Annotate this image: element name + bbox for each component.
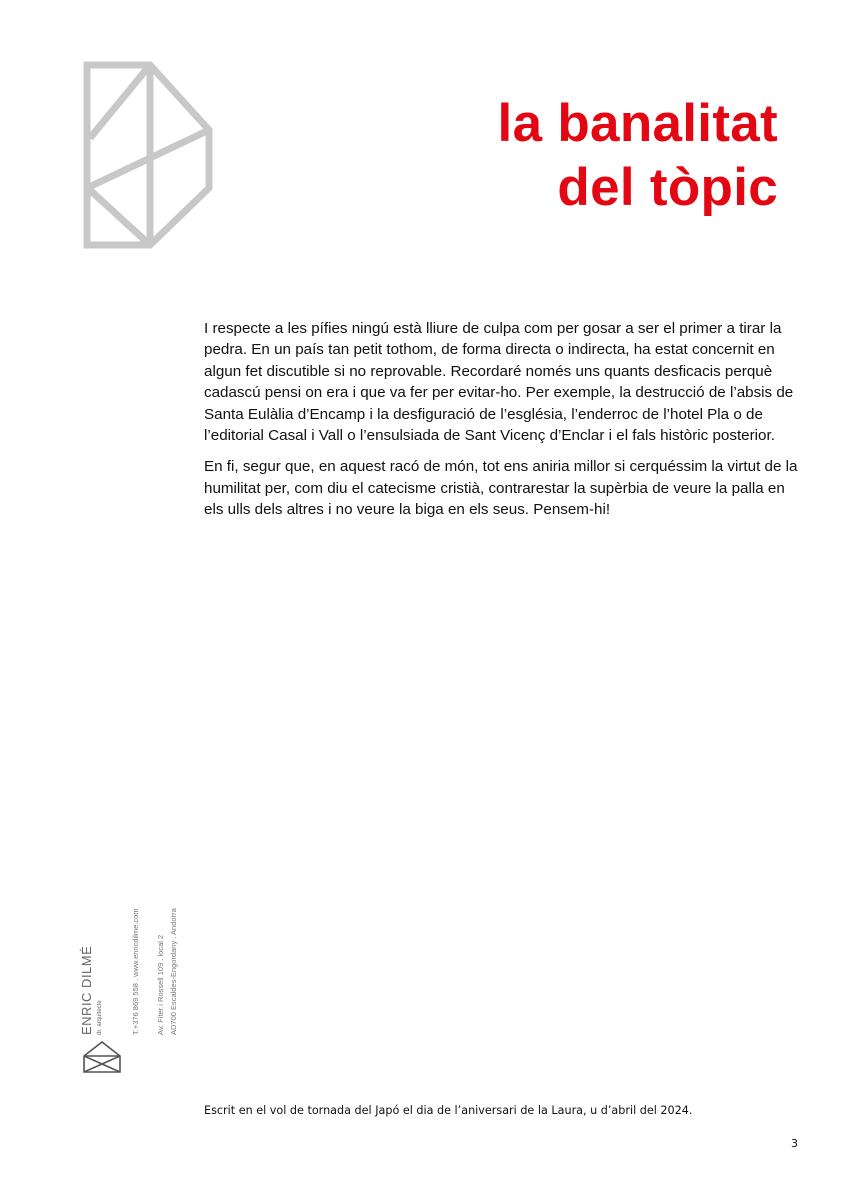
house-outline-logo-icon bbox=[82, 60, 214, 250]
brand-name: ENRIC DILMÉ bbox=[79, 945, 94, 1035]
brand-address-line-1: Av. Fiter i Rossell 109 . local 2 bbox=[156, 934, 165, 1035]
brand-address-line-2: AD700 Escaldes-Engordany . Andorra bbox=[169, 908, 178, 1035]
brand-contact: T.+376 869 558 . www.enricdilme.com bbox=[131, 908, 140, 1035]
page-title bbox=[258, 92, 778, 220]
sidebar-brand bbox=[78, 855, 188, 1080]
footnote: Escrit en el vol de tornada del Japó el dia de l’aniversari de la Laura, u d’abril del 2024. bbox=[204, 1104, 693, 1117]
article-paragraph-2: En fi, segur que, en aquest racó de món, tot ens aniria millor si cerquéssim la virtut de la humilitat per, com diu el catecisme cristià, contrarestar la supèrbia de veure la palla en els ulls dels altres i no veure la biga en els seus. Pensem-hi! bbox=[204, 458, 798, 519]
small-house-logo-icon bbox=[82, 1040, 122, 1074]
brand-subtitle: dr. arquitecte bbox=[97, 1000, 103, 1035]
page-number: 3 bbox=[791, 1137, 798, 1150]
article-body bbox=[204, 318, 806, 531]
article-paragraph-1: I respecte a les pífies ningú està lliure de culpa com per gosar a ser el primer a tirar la pedra. En un país tan petit tothom, de forma directa o indirecta, ha estat concernit en algun fet discutible si no reprovable. Recordaré només uns quants desficacis perquè cadascú pensi on era i que va fer per evitar-ho. Per exemple, la destrucció de l’absis de Santa Eulàlia d’Encamp i la desfiguració de l’església, l’enderroc de l’hotel Pla o de l’editorial Casal i Vall o l’ensulsiada de Sant Vicenç d’Enclar i el fals històric posterior. bbox=[204, 320, 794, 445]
title-line-2: del tòpic bbox=[557, 158, 778, 217]
title-line-1: la banalitat bbox=[497, 94, 778, 153]
